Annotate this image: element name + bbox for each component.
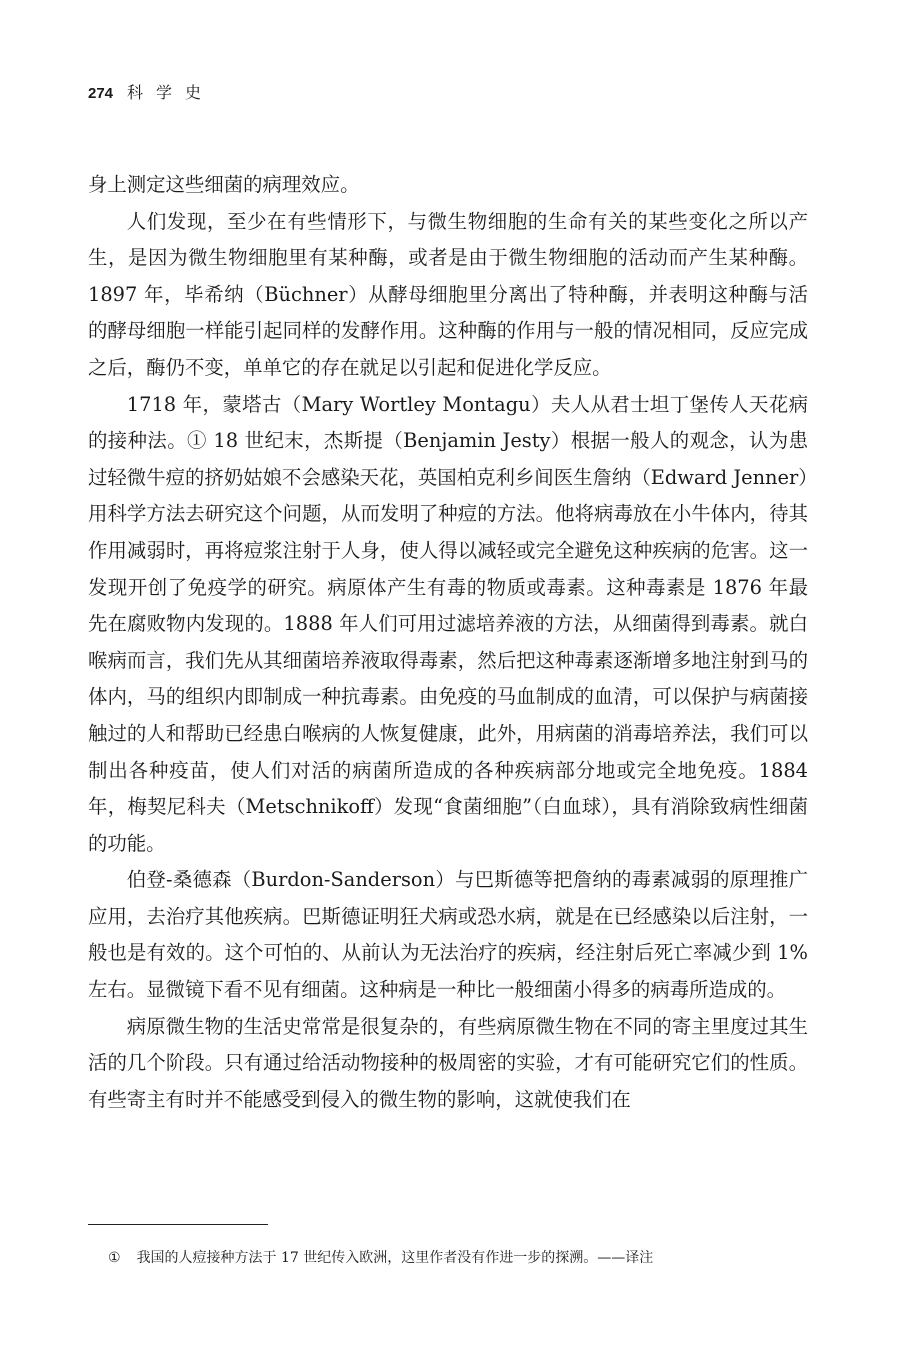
book-title: 科学史 [127, 83, 215, 102]
page-number: 274 [88, 85, 114, 102]
paragraph-enzymes: 人们发现，至少在有些情形下，与微生物细胞的生命有关的某些变化之所以产生，是因为微生物细胞里有某种酶，或者是由于微生物细胞的活动而产生某种酶。1897 年，毕希纳（Büchner）从酵母细胞里分离出了特种酶，并表明这种酶与活的酵母细胞一样能引起同样的发酵作用。这种酶的作用与一般的情况相同，反应完成之后，酶仍不变，单单它的存在就足以引起和促进化学反应。 [88, 209, 808, 379]
paragraph-life-history: 病原微生物的生活史常常是很复杂的，有些病原微生物在不同的寄主里度过其生活的几个阶段。只有通过给活动物接种的极周密的实验，才有可能研究它们的性质。有些寄主有时并不能感受到侵入的微生物的影响，这就使我们在 [88, 1014, 808, 1111]
footnote-divider [88, 1224, 268, 1225]
paragraph-continued: 身上测定这些细菌的病理效应。 [88, 173, 360, 196]
footnote-text: 我国的人痘接种方法于 17 世纪传入欧洲，这里作者没有作进一步的探溯。——译注 [136, 1250, 654, 1266]
paragraph-immunology: 1718 年，蒙塔古（Mary Wortley Montagu）夫人从君士坦丁堡传人天花病的接种法。① 18 世纪末，杰斯提（Benjamin Jesty）根据一般人的观念，认为患过轻微牛痘的挤奶姑娘不会感染天花，英国柏克利乡间医生詹纳（Edward Jenner）用科学方法去研究这个问题，从而发明了种痘的方法。他将病毒放在小牛体内，待其作用减弱时，再将痘浆注射于人身，使人得以减轻或完全避免这种疾病的危害。这一发现开创了免疫学的研究。病原体产生有毒的物质或毒素。这种毒素是 1876 年最先在腐败物内发现的。1888 年人们可用过滤培养液的方法，从细菌得到毒素。就白喉病而言，我们先从其细菌培养液取得毒素，然后把这种毒素逐渐增多地注射到马的体内，马的组织内即制成一种抗毒素。由免疫的马血制成的血清，可以保护与病菌接触过的人和帮助已经患白喉病的人恢复健康，此外，用病菌的消毒培养法，我们可以制出各种疫苗，使人们对活的病菌所造成的各种疾病部分地或完全地免疫。1884 年，梅契尼科夫（Metschnikoff）发现“食菌细胞”（白血球），具有消除致病性细菌的功能。 [88, 392, 808, 855]
body-text [88, 167, 808, 1118]
running-header [88, 80, 214, 103]
footnote-marker: ① [108, 1250, 121, 1266]
footnote [108, 1247, 808, 1269]
paragraph-rabies: 伯登-桑德森（Burdon-Sanderson）与巴斯德等把詹纳的毒素减弱的原理推广应用，去治疗其他疾病。巴斯德证明狂犬病或恐水病，就是在已经感染以后注射，一般也是有效的。这个可怕的、从前认为无法治疗的疾病，经注射后死亡率减少到 1% 左右。显微镜下看不见有细菌。这种病是一种比一般细菌小得多的病毒所造成的。 [88, 868, 808, 1002]
